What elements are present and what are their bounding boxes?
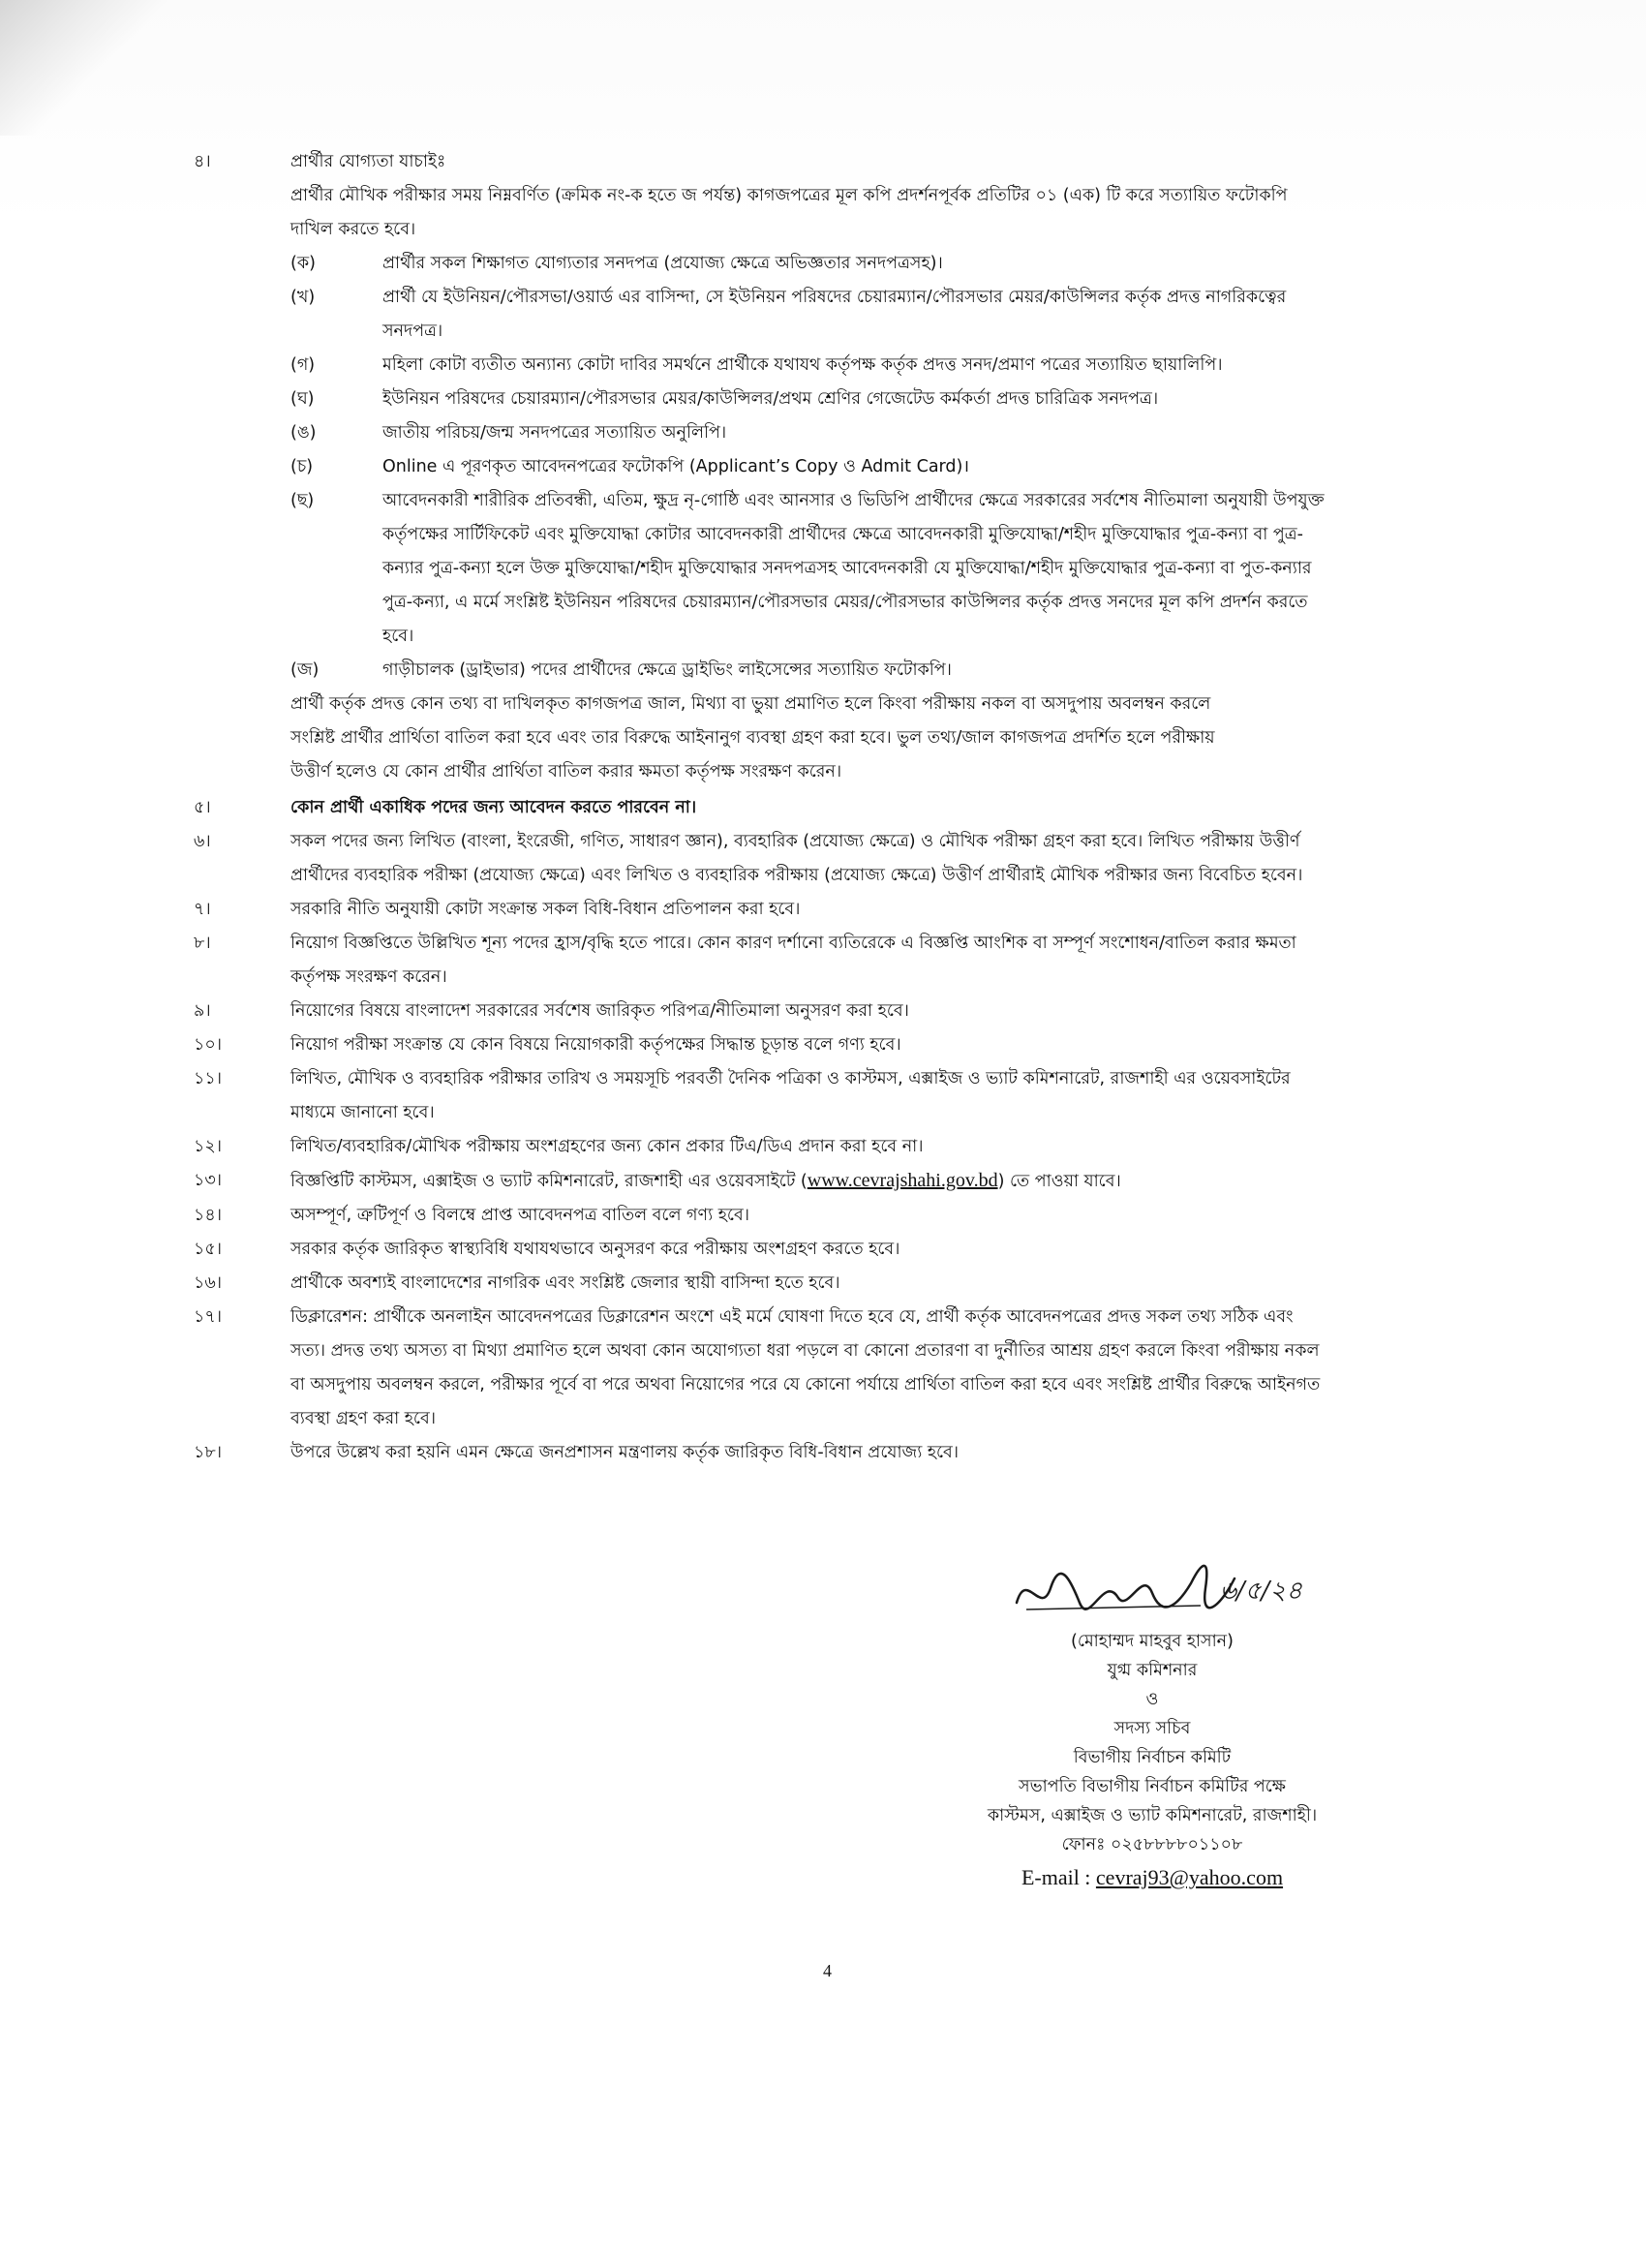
section-number: ১৮। bbox=[194, 1443, 222, 1462]
sub-item-letter: (খ) bbox=[290, 288, 316, 307]
sub-item-text: আবেদনকারী শারীরিক প্রতিবন্ধী, এতিম, ক্ষুদ্র নৃ-গোষ্ঠি এবং আনসার ও ভিডিপি প্রার্থীদের ক্ষেত্রে সরকারের সর্বশেষ নীতিমালা অনুযায়ী উপযুক্ত bbox=[382, 491, 1325, 510]
signatory-on-behalf: সভাপতি বিভাগীয় নির্বাচন কমিটির পক্ষে bbox=[1019, 1777, 1286, 1796]
section-number: ১১। bbox=[194, 1069, 222, 1088]
section-number: ৫। bbox=[194, 798, 211, 817]
section-6 bbox=[194, 825, 1481, 893]
section-5 bbox=[194, 791, 1481, 825]
section-number: ৯। bbox=[194, 1001, 211, 1021]
page-number: 4 bbox=[823, 1961, 832, 1980]
sub-item-text: মহিলা কোটা ব্যতীত অন্যান্য কোটা দাবির সমর্থনে প্রার্থীকে যথাযথ কর্তৃপক্ষ কর্তৃক প্রদত্ত সনদ/প্রমাণ পত্রের সত্যায়িত ছায়ালিপি। bbox=[382, 355, 1223, 375]
section-text-line: প্রার্থীর মৌখিক পরীক্ষার সময় নিম্নবর্ণিত (ক্রমিক নং-ক হতে জ পর্যন্ত) কাগজপত্রের মূল কপি প্রদর্শনপূর্বক প্রতিটির ০১ (এক) টি করে সত্যায়িত ফটোকপি bbox=[290, 186, 1288, 205]
signature-block bbox=[930, 1549, 1375, 1892]
section-text-line: প্রার্থীদের ব্যবহারিক পরীক্ষা (প্রযোজ্য ক্ষেত্রে) এবং লিখিত ও ব্যবহারিক পরীক্ষায় (প্রযোজ্য ক্ষেত্রে) উত্তীর্ণ প্রার্থীরাই মৌখিক পরীক্ষার জন্য বিবেচিত হবেন। bbox=[290, 866, 1303, 885]
sub-item-gha bbox=[290, 383, 1481, 416]
section-text-line: সত্য। প্রদত্ত তথ্য অসত্য বা মিথ্যা প্রমাণিত হলে অথবা কোন অযোগ্যতা ধরা পড়লে বা কোনো প্রতারণা বা দুর্নীতির আশ্রয় গ্রহণ করলে কিংবা পরীক্ষায় নকল bbox=[290, 1341, 1320, 1361]
section-title: প্রার্থীর যোগ্যতা যাচাইঃ bbox=[290, 152, 446, 171]
section-text-line: ডিক্লারেশন: প্রার্থীকে অনলাইন আবেদনপত্রের ডিক্লারেশন অংশে এই মর্মে ঘোষণা দিতে হবে যে, প্রার্থী কর্তৃক আবেদনপত্রের প্রদত্ত সকল তথ্য সঠিক এবং bbox=[290, 1307, 1294, 1327]
section-text-line: লিখিত/ব্যবহারিক/মৌখিক পরীক্ষায় অংশগ্রহণের জন্য কোন প্রকার টিএ/ডিএ প্রদান করা হবে না। bbox=[290, 1137, 924, 1156]
section-7 bbox=[194, 893, 1481, 927]
email-link[interactable]: cevraj93@yahoo.com bbox=[1095, 1865, 1284, 1889]
section-text-line: সরকারি নীতি অনুযায়ী কোটা সংক্রান্ত সকল বিধি-বিধান প্রতিপালন করা হবে। bbox=[290, 900, 801, 919]
section-17 bbox=[194, 1301, 1481, 1436]
section-text-line: উত্তীর্ণ হলেও যে কোন প্রার্থীর প্রার্থিতা বাতিল করার ক্ষমতা কর্তৃপক্ষ সংরক্ষণ করেন। bbox=[290, 762, 842, 782]
signatory-conjunction: ও bbox=[1145, 1690, 1159, 1709]
sub-item-text: পুত্র-কন্যা, এ মর্মে সংশ্লিষ্ট ইউনিয়ন পরিষদের চেয়ারম্যান/পৌরসভার মেয়র/পৌরসভার কাউন্সিলর কর্তৃক প্রদত্ত সনদের মূল কপি প্রদর্শন করতে bbox=[382, 593, 1308, 612]
signatory-email-line bbox=[930, 1863, 1375, 1892]
section-text-line: কোন প্রার্থী একাধিক পদের জন্য আবেদন করতে পারবেন না। bbox=[290, 798, 697, 817]
sub-item-letter: (গ) bbox=[290, 355, 316, 375]
sub-item-cha bbox=[290, 450, 1481, 484]
signatory-designation: যুগ্ম কমিশনার bbox=[1107, 1661, 1198, 1680]
section-4 bbox=[194, 145, 1481, 789]
section-text-line bbox=[290, 1164, 1481, 1199]
section-text-line: অসম্পূর্ণ, ত্রুটিপূর্ণ ও বিলম্বে প্রাপ্ত আবেদনপত্র বাতিল বলে গণ্য হবে। bbox=[290, 1206, 749, 1225]
section-text-line: নিয়োগ পরীক্ষা সংক্রান্ত যে কোন বিষয়ে নিয়োগকারী কর্তৃপক্ষের সিদ্ধান্ত চূড়ান্ত বলে গণ্য হবে। bbox=[290, 1035, 901, 1055]
section-text-line: সংশ্লিষ্ট প্রার্থীর প্রার্থিতা বাতিল করা হবে এবং তার বিরুদ্ধে আইনানুগ ব্যবস্থা গ্রহণ করা হবে। ভুল তথ্য/জাল কাগজপত্র প্রদর্শিত হলে পরীক্ষায় bbox=[290, 728, 1215, 748]
section-number: ১২। bbox=[194, 1137, 222, 1156]
section-text-line: ব্যবস্থা গ্রহণ করা হবে। bbox=[290, 1409, 436, 1428]
sub-item-text: কর্তৃপক্ষের সার্টিফিকেট এবং মুক্তিযোদ্ধা কোটার আবেদনকারী প্রার্থীদের ক্ষেত্রে আবেদনকারী মুক্তিযোদ্ধা/শহীদ মুক্তিযোদ্ধার পুত্র-কন্যা বা পুত্র- bbox=[382, 525, 1303, 544]
section-text-line: কর্তৃপক্ষ সংরক্ষণ করেন। bbox=[290, 967, 447, 987]
email-label: E-mail : bbox=[1021, 1865, 1096, 1889]
signatory-office: কাস্টমস, এক্সাইজ ও ভ্যাট কমিশনারেট, রাজশাহী। bbox=[987, 1806, 1318, 1825]
section-number: ১৩। bbox=[194, 1171, 222, 1190]
section-10 bbox=[194, 1028, 1481, 1062]
signatory-role: সদস্য সচিব bbox=[1113, 1719, 1191, 1738]
section-text-line: প্রার্থীকে অবশ্যই বাংলাদেশের নাগরিক এবং সংশ্লিষ্ট জেলার স্থায়ী বাসিন্দা হতে হবে। bbox=[290, 1273, 840, 1293]
section-number: ১৭। bbox=[194, 1307, 222, 1327]
section-number: ৭। bbox=[194, 900, 211, 919]
section-text-line: দাখিল করতে হবে। bbox=[290, 220, 416, 239]
sub-item-text: ইউনিয়ন পরিষদের চেয়ারম্যান/পৌরসভার মেয়র/কাউন্সিলর/প্রথম শ্রেণির গেজেটেড কর্মকর্তা প্রদত্ত চারিত্রিক সনদপত্র। bbox=[382, 389, 1159, 409]
document-body bbox=[194, 145, 1481, 1470]
sub-item-letter: (চ) bbox=[290, 457, 314, 476]
section-text-line: প্রার্থী কর্তৃক প্রদত্ত কোন তথ্য বা দাখিলকৃত কাগজপত্র জাল, মিথ্যা বা ভুয়া প্রমাণিত হলে কিংবা পরীক্ষায় নকল বা অসদুপায় অবলম্বন করলে bbox=[290, 694, 1211, 714]
section-number: ৬। bbox=[194, 832, 211, 851]
section-13 bbox=[194, 1164, 1481, 1199]
signatory-committee: বিভাগীয় নির্বাচন কমিটি bbox=[1073, 1748, 1232, 1767]
sub-item-text: প্রার্থী যে ইউনিয়ন/পৌরসভা/ওয়ার্ড এর বাসিন্দা, সে ইউনিয়ন পরিষদের চেয়ারম্যান/পৌরসভার মেয়র/কাউন্সিলর কর্তৃক প্রদত্ত নাগরিকত্বের bbox=[382, 288, 1287, 307]
section-11 bbox=[194, 1062, 1481, 1130]
section-9 bbox=[194, 995, 1481, 1028]
section-16 bbox=[194, 1267, 1481, 1301]
section-text-post: ) তে পাওয়া যাবে। bbox=[997, 1172, 1121, 1191]
section-18 bbox=[194, 1436, 1481, 1470]
sub-item-letter: (ঘ) bbox=[290, 389, 315, 409]
sub-item-text: Online এ পূরণকৃত আবেদনপত্রের ফটোকপি (Applicant’s Copy ও Admit Card)। bbox=[382, 457, 969, 476]
section-number: ৮। bbox=[194, 934, 211, 953]
sub-item-text: সনদপত্র। bbox=[382, 322, 443, 341]
sub-item-kha bbox=[290, 281, 1481, 349]
section-number: ১৬। bbox=[194, 1273, 222, 1293]
sub-item-chha bbox=[290, 484, 1481, 654]
section-8 bbox=[194, 927, 1481, 995]
sub-item-ja bbox=[290, 654, 1481, 688]
section-text-line: উপরে উল্লেখ করা হয়নি এমন ক্ষেত্রে জনপ্রশাসন মন্ত্রণালয় কর্তৃক জারিকৃত বিধি-বিধান প্রযোজ্য হবে। bbox=[290, 1443, 960, 1462]
sub-item-text: হবে। bbox=[382, 627, 414, 646]
sub-item-letter: (ক) bbox=[290, 254, 316, 273]
section-12 bbox=[194, 1130, 1481, 1164]
signatory-phone: ফোনঃ ০২৫৮৮৮৮০১১০৮ bbox=[1061, 1835, 1243, 1854]
section-14 bbox=[194, 1199, 1481, 1233]
section-text-line: নিয়োগের বিষয়ে বাংলাদেশ সরকারের সর্বশেষ জারিকৃত পরিপত্র/নীতিমালা অনুসরণ করা হবে। bbox=[290, 1001, 909, 1021]
signature-date: ৬/৫/২৪ bbox=[1220, 1577, 1303, 1606]
sub-item-uma bbox=[290, 416, 1481, 450]
section-text-line: লিখিত, মৌখিক ও ব্যবহারিক পরীক্ষার তারিখ ও সময়সূচি পরবর্তী দৈনিক পত্রিকা ও কাস্টমস, এক্সাইজ ও ভ্যাট কমিশনারেট, রাজশাহী এর ওয়েবসাইটের bbox=[290, 1069, 1291, 1088]
sub-item-ga bbox=[290, 349, 1481, 383]
section-text-line: বা অসদুপায় অবলম্বন করলে, পরীক্ষার পূর্বে বা পরে অথবা নিয়োগের পরে যে কোনো পর্যায়ে প্রার্থিতা বাতিল করা হবে এবং সংশ্লিষ্ট প্রার্থীর বিরুদ্ধে আইনগত bbox=[290, 1375, 1321, 1395]
page-corner-fold bbox=[0, 0, 174, 136]
website-link[interactable]: www.cevrajshahi.gov.bd bbox=[807, 1170, 998, 1191]
section-number: ৪। bbox=[194, 152, 211, 171]
section-text-line: সকল পদের জন্য লিখিত (বাংলা, ইংরেজী, গণিত, সাধারণ জ্ঞান), ব্যবহারিক (প্রযোজ্য ক্ষেত্রে) ও মৌখিক পরীক্ষা গ্রহণ করা হবে। লিখিত পরীক্ষায় উত্তীর্ণ bbox=[290, 832, 1300, 851]
sub-item-letter: (ঙ) bbox=[290, 423, 317, 443]
section-text-line: মাধ্যমে জানানো হবে। bbox=[290, 1103, 435, 1122]
section-text-line: নিয়োগ বিজ্ঞপ্তিতে উল্লিখিত শূন্য পদের হ্রাস/বৃদ্ধি হতে পারে। কোন কারণ দর্শানো ব্যতিরেকে এ বিজ্ঞপ্তি আংশিক বা সম্পূর্ণ সংশোধন/বাতিল করার ক্ষমতা bbox=[290, 934, 1296, 953]
section-text-line: সরকার কর্তৃক জারিকৃত স্বাস্থ্যবিধি যথাযথভাবে অনুসরণ করে পরীক্ষায় অংশগ্রহণ করতে হবে। bbox=[290, 1240, 900, 1259]
section-text-pre: বিজ্ঞপ্তিটি কাস্টমস, এক্সাইজ ও ভ্যাট কমিশনারেট, রাজশাহী এর ওয়েবসাইটে ( bbox=[290, 1172, 808, 1191]
section-number: ১৪। bbox=[194, 1206, 222, 1225]
sub-item-text: প্রার্থীর সকল শিক্ষাগত যোগ্যতার সনদপত্র (প্রযোজ্য ক্ষেত্রে অভিজ্ঞতার সনদপত্রসহ)। bbox=[382, 254, 943, 273]
sub-item-text: গাড়ীচালক (ড্রাইভার) পদের প্রার্থীদের ক্ষেত্রে ড্রাইভিং লাইসেন্সের সত্যায়িত ফটোকপি। bbox=[382, 660, 952, 680]
sub-item-letter: (ছ) bbox=[290, 491, 315, 510]
sub-item-text: জাতীয় পরিচয়/জন্ম সনদপত্রের সত্যায়িত অনুলিপি। bbox=[382, 423, 727, 443]
section-15 bbox=[194, 1233, 1481, 1267]
section-number: ১০। bbox=[194, 1035, 222, 1055]
signatory-name: (মোহাম্মদ মাহবুব হাসান) bbox=[1071, 1632, 1234, 1651]
sub-item-text: কন্যার পুত্র-কন্যা হলে উক্ত মুক্তিযোদ্ধা/শহীদ মুক্তিযোদ্ধার সনদপত্রসহ আবেদনকারী যে মুক্তিযোদ্ধা/শহীদ মুক্তিযোদ্ধার পুত্র-কন্যা বা পুত-কন্যার bbox=[382, 559, 1312, 578]
handwritten-signature bbox=[930, 1549, 1375, 1627]
section-number: ১৫। bbox=[194, 1240, 222, 1259]
sub-item-ka bbox=[290, 247, 1481, 281]
sub-item-letter: (জ) bbox=[290, 660, 320, 680]
